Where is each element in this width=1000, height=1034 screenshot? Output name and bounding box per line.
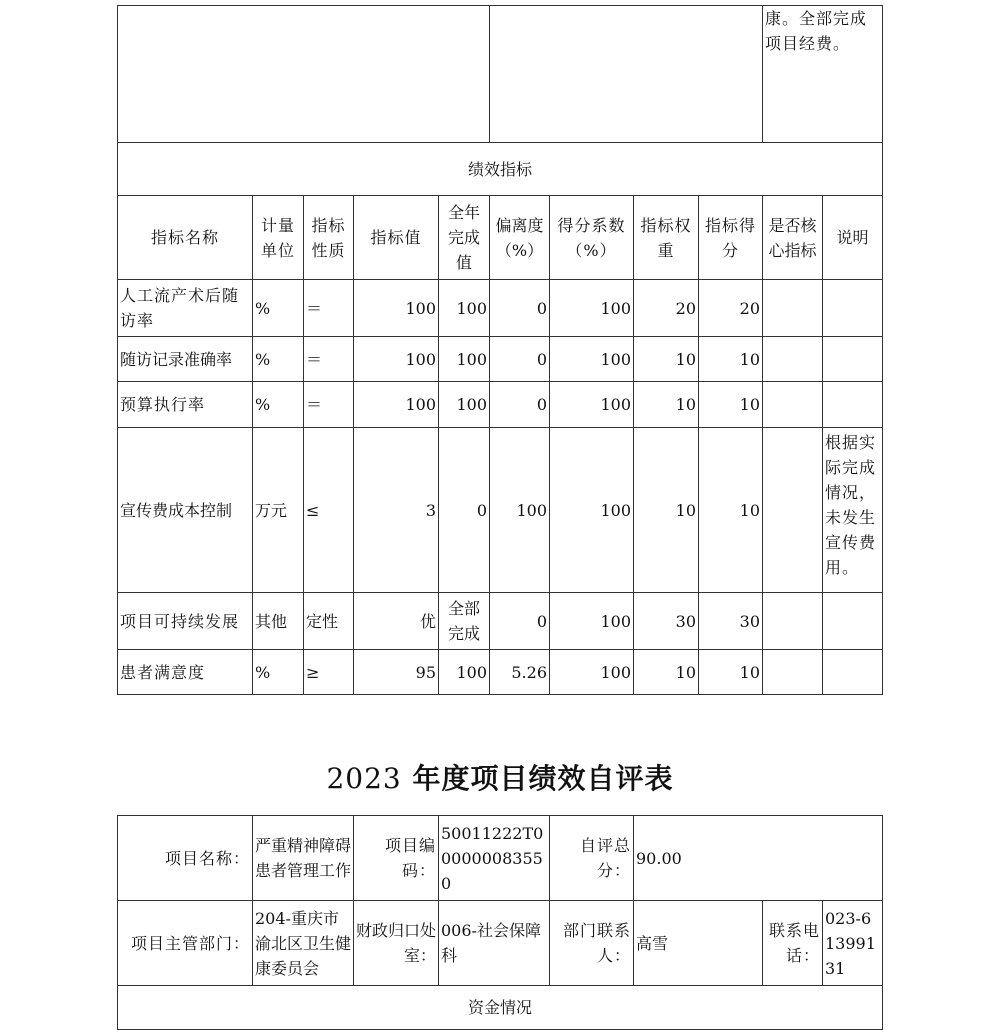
- indicator-note: [823, 280, 883, 337]
- indicator-target: 100: [354, 337, 439, 382]
- dept-value: 204-重庆市渝北区卫生健康委员会: [253, 901, 354, 986]
- indicator-note: [823, 382, 883, 428]
- indicator-actual: 全部完成: [439, 593, 490, 650]
- indicator-actual: 100: [439, 650, 490, 695]
- indicator-target: 95: [354, 650, 439, 695]
- header-weight: 指标权重: [634, 196, 699, 280]
- indicator-weight: 30: [634, 593, 699, 650]
- header-note: 说明: [823, 196, 883, 280]
- indicator-note: 根据实际完成情况，未发生宣传费用。: [823, 428, 883, 593]
- indicator-name: 人工流产术后随访率: [118, 280, 253, 337]
- indicator-weight: 10: [634, 382, 699, 428]
- indicator-unit: 万元: [253, 428, 304, 593]
- indicator-score: 30: [699, 593, 763, 650]
- indicator-nature: ＝: [304, 337, 354, 382]
- indicator-nature: ＝: [304, 382, 354, 428]
- form-title: [0, 757, 1000, 801]
- header-target: 指标值: [354, 196, 439, 280]
- table-row: [118, 337, 883, 382]
- table-row: [118, 280, 883, 337]
- indicator-deviation: 0: [490, 593, 550, 650]
- indicator-name: 患者满意度: [118, 650, 253, 695]
- indicator-note: [823, 337, 883, 382]
- carryover-note: 康。全部完成项目经费。: [763, 6, 883, 143]
- indicator-deviation: 0: [490, 382, 550, 428]
- project-info-table: [117, 815, 883, 1030]
- dept-label: 项目主管部门：: [118, 901, 253, 986]
- indicator-score: 10: [699, 382, 763, 428]
- funds-section-title: 资金情况: [118, 986, 883, 1030]
- indicator-weight: 20: [634, 280, 699, 337]
- indicator-core: [763, 428, 823, 593]
- indicator-score: 10: [699, 337, 763, 382]
- header-indicator-name: 指标名称: [118, 196, 253, 280]
- indicator-nature: ≥: [304, 650, 354, 695]
- header-nature: 指标性质: [304, 196, 354, 280]
- indicator-nature: ≤: [304, 428, 354, 593]
- indicator-target: 100: [354, 382, 439, 428]
- indicator-weight: 10: [634, 337, 699, 382]
- table-row: [118, 382, 883, 428]
- finance-label: 财政归口处室：: [354, 901, 439, 986]
- project-code-label: 项目编码：: [354, 816, 439, 901]
- blank-cell: [118, 6, 490, 143]
- indicator-coefficient: 100: [550, 593, 634, 650]
- table-row: [118, 593, 883, 650]
- header-deviation: 偏离度（%）: [490, 196, 550, 280]
- indicator-actual: 100: [439, 280, 490, 337]
- indicator-core: [763, 593, 823, 650]
- indicator-score: 10: [699, 650, 763, 695]
- header-coefficient: 得分系数（%）: [550, 196, 634, 280]
- form-title-text: 年度项目绩效自评表: [412, 762, 674, 795]
- indicator-unit: %: [253, 650, 304, 695]
- indicator-actual: 0: [439, 428, 490, 593]
- indicator-unit: %: [253, 337, 304, 382]
- form-title-year: 2023: [326, 762, 402, 795]
- indicator-core: [763, 280, 823, 337]
- contact-label: 部门联系人：: [550, 901, 634, 986]
- indicator-name: 随访记录准确率: [118, 337, 253, 382]
- header-score: 指标得分: [699, 196, 763, 280]
- indicator-score: 20: [699, 280, 763, 337]
- header-core: 是否核心指标: [763, 196, 823, 280]
- project-code-value: 50011222T000000083550: [439, 816, 550, 901]
- indicator-note: [823, 593, 883, 650]
- indicator-name: 项目可持续发展: [118, 593, 253, 650]
- indicator-weight: 10: [634, 650, 699, 695]
- indicator-coefficient: 100: [550, 337, 634, 382]
- indicator-coefficient: 100: [550, 280, 634, 337]
- indicator-unit: %: [253, 280, 304, 337]
- indicator-core: [763, 382, 823, 428]
- indicator-unit: %: [253, 382, 304, 428]
- section-title: 绩效指标: [118, 143, 883, 196]
- header-unit: 计量单位: [253, 196, 304, 280]
- indicator-deviation: 100: [490, 428, 550, 593]
- indicator-target: 优: [354, 593, 439, 650]
- table-row: [118, 650, 883, 695]
- indicator-nature: ＝: [304, 280, 354, 337]
- indicator-name: 预算执行率: [118, 382, 253, 428]
- project-name-value: 严重精神障碍患者管理工作: [253, 816, 354, 901]
- phone-label: 联系电话：: [763, 901, 823, 986]
- indicator-coefficient: 100: [550, 650, 634, 695]
- indicator-actual: 100: [439, 382, 490, 428]
- finance-value: 006-社会保障科: [439, 901, 550, 986]
- phone-value: 023-61399131: [823, 901, 883, 986]
- indicator-target: 100: [354, 280, 439, 337]
- self-score-label: 自评总分：: [550, 816, 634, 901]
- indicator-deviation: 5.26: [490, 650, 550, 695]
- indicator-nature: 定性: [304, 593, 354, 650]
- indicator-target: 3: [354, 428, 439, 593]
- project-name-label: 项目名称：: [118, 816, 253, 901]
- header-actual: 全年完成值: [439, 196, 490, 280]
- indicator-score: 10: [699, 428, 763, 593]
- table-row: [118, 428, 883, 593]
- indicator-coefficient: 100: [550, 382, 634, 428]
- indicator-deviation: 0: [490, 337, 550, 382]
- indicator-core: [763, 650, 823, 695]
- indicator-name: 宣传费成本控制: [118, 428, 253, 593]
- contact-value: 高雪: [634, 901, 763, 986]
- indicator-actual: 100: [439, 337, 490, 382]
- indicator-core: [763, 337, 823, 382]
- indicator-coefficient: 100: [550, 428, 634, 593]
- performance-indicator-table: [117, 5, 883, 695]
- blank-cell: [490, 6, 763, 143]
- indicator-deviation: 0: [490, 280, 550, 337]
- indicator-unit: 其他: [253, 593, 304, 650]
- indicator-note: [823, 650, 883, 695]
- indicator-weight: 10: [634, 428, 699, 593]
- self-score-value: 90.00: [634, 816, 883, 901]
